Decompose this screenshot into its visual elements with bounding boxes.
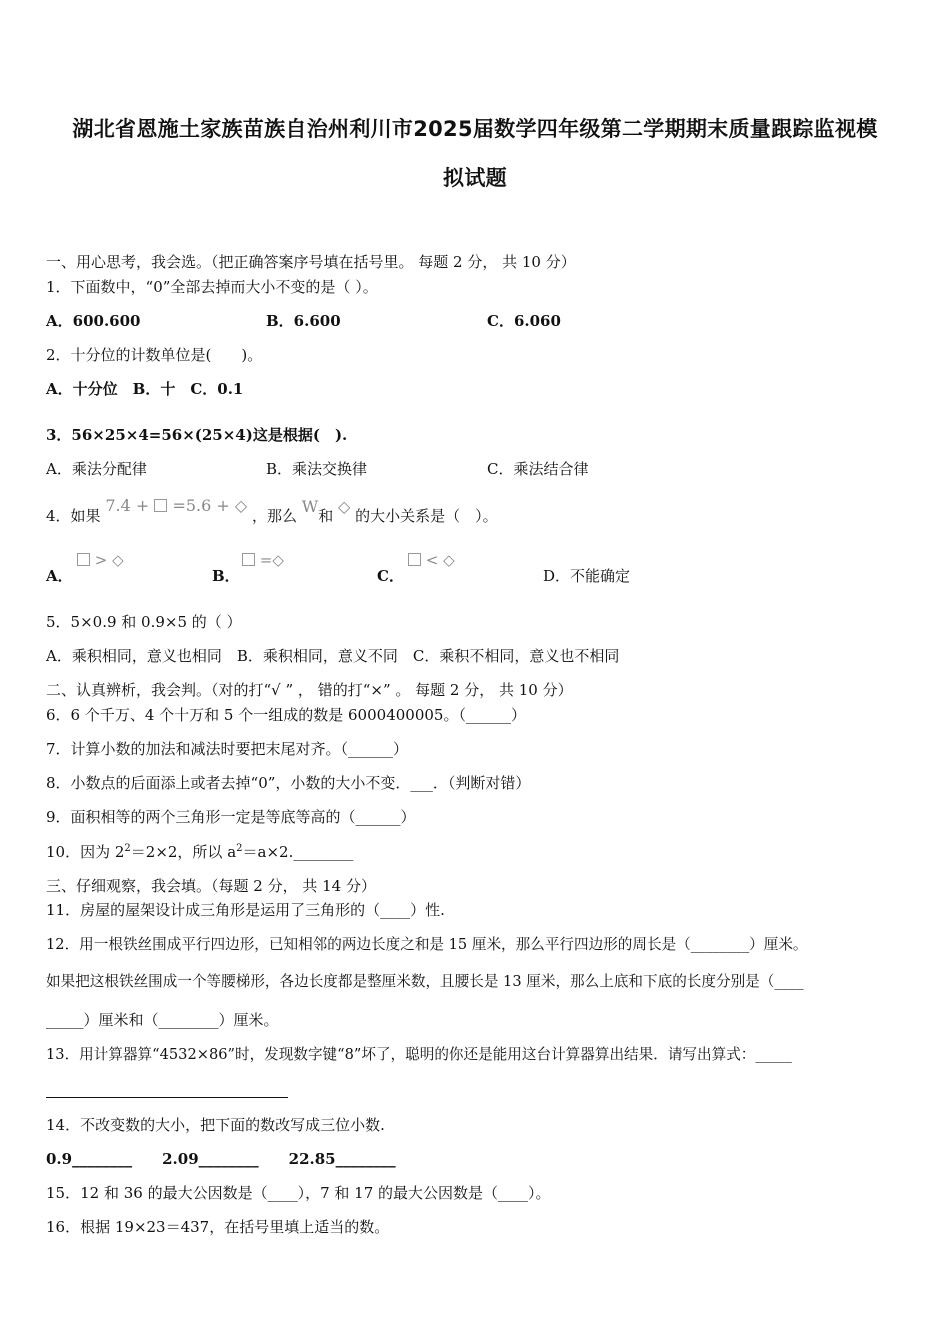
square-icon: [242, 553, 255, 566]
question-4-suffix: 的大小关系是（ ）。: [355, 507, 498, 525]
question-9: 9．面积相等的两个三角形一定是等底等高的（______）: [46, 808, 416, 826]
question-3-option-b: B．乘法交换律: [266, 460, 368, 478]
q10-part-c: ＝a×2.________: [242, 843, 354, 861]
question-1-option-a: A．600.600: [46, 312, 141, 330]
square-icon: [77, 553, 90, 566]
section-1-heading: 一、用心思考，我会选。（把正确答案序号填在括号里。 每题 2 分， 共 10 分）: [46, 253, 576, 271]
question-6: 6．6 个千万、4 个十万和 5 个一组成的数是 6000400005。（______）: [46, 706, 526, 724]
question-14-items: 0.9________ 2.09________ 22.85________: [46, 1150, 396, 1168]
question-4-middle: ，那么: [251, 507, 297, 525]
question-5-stem: 5．5×0.9 和 0.9×5 的（ ）: [46, 613, 242, 631]
question-2-stem: 2．十分位的计数单位是( )。: [46, 346, 263, 364]
answer-line: [46, 1097, 288, 1098]
question-3-option-a: A．乘法分配律: [46, 460, 147, 478]
question-4-option-c: C．: [377, 567, 404, 585]
question-10: [46, 842, 353, 862]
diamond-icon: ◇: [272, 551, 284, 569]
question-3-option-c: C．乘法结合律: [487, 460, 589, 478]
question-4-equation: [105, 496, 247, 515]
question-14-stem: 14．不改变数的大小，把下面的数改写成三位小数.: [46, 1116, 385, 1134]
question-1-stem: 1．下面数中，“0”全部去掉而大小不变的是（ ）。: [46, 278, 378, 296]
question-12-line-3: _____）厘米和（________）厘米。: [46, 1011, 279, 1029]
question-4-stem: [46, 496, 498, 526]
page-title-line-1: 湖北省恩施土家族苗族自治州利川市2025届数学四年级第二学期期末质量跟踪监视模: [72, 117, 878, 141]
question-4-option-c-expr: [408, 551, 455, 569]
question-4-and: 和: [318, 507, 334, 525]
question-4-option-d: D．不能确定: [543, 567, 631, 585]
relation-equal: =: [255, 551, 273, 569]
question-4-option-a-expr: [77, 551, 124, 569]
q10-superscript-2: 2: [236, 843, 243, 854]
question-11: 11．房屋的屋架设计成三角形是运用了三角形的（____）性.: [46, 901, 445, 919]
diamond-icon: ◇: [443, 551, 455, 569]
question-4-option-a: A．: [46, 567, 73, 585]
question-4-w: W: [301, 497, 319, 516]
question-8: 8．小数点的后面添上或者去掉“0”，小数的大小不变．___．（判断对错）: [46, 774, 531, 792]
square-icon: [154, 499, 167, 512]
relation-less: <: [421, 551, 444, 569]
question-3-stem: 3．56×25×4=56×(25×4)这是根据( ).: [46, 426, 348, 444]
section-2-heading: 二、认真辨析，我会判。（对的打“√ ” ， 错的打“×” 。 每题 2 分， 共 10 分）: [46, 681, 573, 699]
diamond-icon: ◇: [234, 496, 248, 515]
section-3-heading: 三、仔细观察，我会填。（每题 2 分， 共 14 分）: [46, 877, 376, 895]
question-12-line-1: 12．用一根铁丝围成平行四边形，已知相邻的两边长度之和是 15 厘米，那么平行四边形的周长是（________）厘米。: [46, 936, 808, 953]
relation-greater: >: [90, 551, 113, 569]
equation-mid: =5.6 +: [167, 496, 235, 515]
diamond-icon: ◇: [112, 551, 124, 569]
equation-left: 7.4 +: [105, 496, 155, 515]
q10-superscript-1: 2: [124, 843, 131, 854]
question-4-option-b-expr: [242, 551, 284, 569]
question-15: 15．12 和 36 的最大公因数是（____），7 和 17 的最大公因数是（____）。: [46, 1184, 551, 1202]
question-5-options: A．乘积相同，意义也相同 B．乘积相同，意义不同 C．乘积不相同，意义也不相同: [46, 647, 620, 665]
question-2-options: A．十分位 B．十 C．0.1: [46, 380, 244, 398]
square-icon: [408, 553, 421, 566]
diamond-icon: ◇: [338, 497, 351, 516]
question-7: 7．计算小数的加法和减法时要把末尾对齐。（______）: [46, 740, 409, 758]
question-1-option-c: C．6.060: [487, 312, 561, 330]
question-13: 13．用计算器算“4532×86”时，发现数字键“8”坏了，聪明的你还是能用这台计算器算出结果．请写出算式：_____: [46, 1046, 792, 1063]
q10-part-a: 10．因为 2: [46, 843, 125, 861]
question-16: 16．根据 19×23＝437，在括号里填上适当的数。: [46, 1218, 390, 1236]
question-4-option-b: B．: [212, 567, 240, 585]
question-4-prefix: 4．如果: [46, 507, 101, 525]
question-1-option-b: B．6.600: [266, 312, 341, 330]
question-12-line-2: 如果把这根铁丝围成一个等腰梯形，各边长度都是整厘米数，且腰长是 13 厘米，那么上底和下底的长度分别是（____: [46, 973, 804, 990]
page-title-line-2: 拟试题: [443, 166, 507, 190]
q10-part-b: ＝2×2，所以 a: [130, 843, 237, 861]
